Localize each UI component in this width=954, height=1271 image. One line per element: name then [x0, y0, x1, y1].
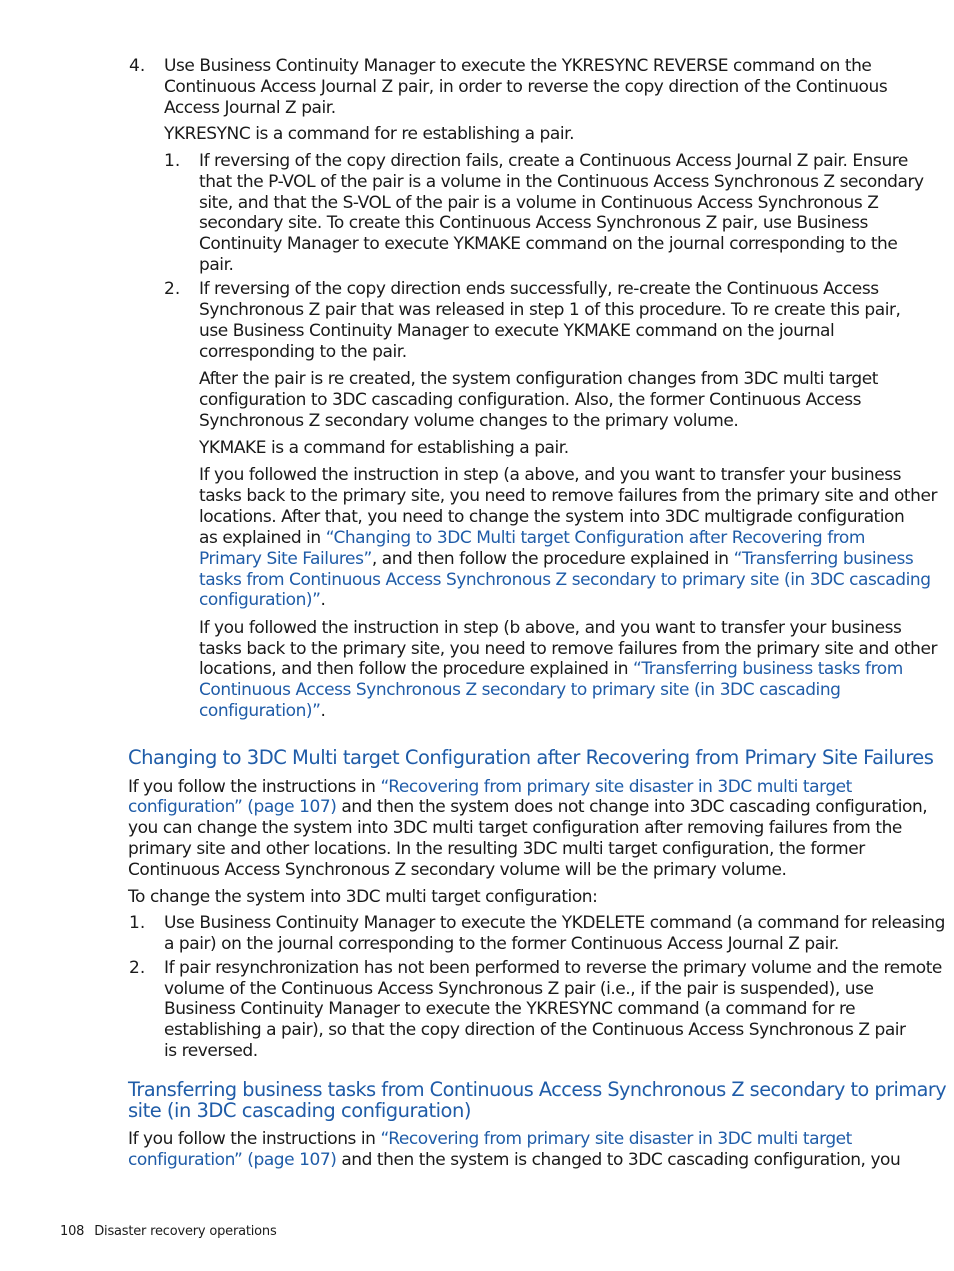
page-footer: [60, 1224, 277, 1240]
substep-1-line: Continuity Manager to execute YKMAKE command on the journal corresponding to the: [199, 234, 898, 254]
substep-2-para3-line: locations. After that, you need to change the system into 3DC multigrade configuration: [199, 507, 905, 527]
step-4-text-line: Use Business Continuity Manager to execute the YKRESYNC REVERSE command on the: [164, 56, 872, 76]
link-transferring-business-tasks[interactable]: tasks from Continuous Access Synchronous Z secondary to primary site (in 3DC cascading: [199, 570, 931, 590]
substep-2-line: use Business Continuity Manager to execute YKMAKE command on the journal: [199, 321, 835, 341]
substep-1-number: 1.: [164, 151, 181, 171]
substep-2-para3-line: [199, 528, 865, 549]
para3-text: , and then follow the procedure explained in: [371, 549, 734, 569]
section1-item-2-number: 2.: [129, 958, 146, 978]
section2-intro-line: [128, 1129, 852, 1150]
substep-1-line: that the P-VOL of the pair is a volume in the Continuous Access Synchronous Z secondary: [199, 172, 924, 192]
para3-text: .: [320, 590, 326, 610]
section1-intro-line: [128, 777, 852, 798]
section1-lead: To change the system into 3DC multi target configuration:: [128, 887, 598, 907]
section-heading-changing-to-3dc: Changing to 3DC Multi target Configuration after Recovering from Primary Site Failures: [128, 746, 934, 769]
section1-intro-line: [128, 797, 927, 818]
substep-2-para3-line: tasks back to the primary site, you need to remove failures from the primary site and other: [199, 486, 938, 506]
substep-1-line: If reversing of the copy direction fails, create a Continuous Access Journal Z pair. Ensure: [199, 151, 908, 171]
substep-1-line: pair.: [199, 255, 234, 275]
substep-2-ykmake-note: YKMAKE is a command for establishing a pair.: [199, 438, 569, 458]
link-changing-to-3dc-multi-target[interactable]: Primary Site Failures”: [199, 549, 372, 569]
link-recovering-from-primary-site[interactable]: configuration” (page 107): [128, 797, 337, 817]
substep-2-para3-line: If you followed the instruction in step (a above, and you want to transfer your business: [199, 465, 902, 485]
substep-2-line: If reversing of the copy direction ends successfully, re-create the Continuous Access: [199, 279, 879, 299]
section1-item-2-line: If pair resynchronization has not been performed to reverse the primary volume and the remote: [164, 958, 942, 978]
section-heading-transferring-business-tasks-cont: site (in 3DC cascading configuration): [128, 1099, 471, 1122]
link-recovering-from-primary-site[interactable]: “Recovering from primary site disaster in 3DC multi target: [380, 777, 852, 797]
substep-2-para4-line: [199, 701, 325, 722]
substep-2-para4-line: [199, 659, 903, 680]
link-transferring-business-tasks[interactable]: Continuous Access Synchronous Z secondary to primary site (in 3DC cascading: [199, 680, 841, 700]
substep-2-para3-line: [199, 590, 325, 611]
substep-1-line: secondary site. To create this Continuous Access Synchronous Z pair, use Business: [199, 213, 868, 233]
section1-item-2-line: volume of the Continuous Access Synchronous Z pair (i.e., if the pair is suspended), use: [164, 979, 874, 999]
substep-2-para4-line: If you followed the instruction in step (b above, and you want to transfer your business: [199, 618, 902, 638]
link-transferring-business-tasks[interactable]: configuration)”: [199, 590, 321, 610]
substep-2-para-line: configuration to 3DC cascading configuration. Also, the former Continuous Access: [199, 390, 862, 410]
section2-intro-text: and then the system is changed to 3DC cascading configuration, you: [336, 1150, 901, 1170]
footer-section-title: Disaster recovery operations: [94, 1224, 277, 1239]
step-4-note: YKRESYNC is a command for re establishing a pair.: [164, 124, 575, 144]
step-4-text-line: Access Journal Z pair.: [164, 98, 336, 118]
section1-intro-line: Continuous Access Synchronous Z secondary volume will be the primary volume.: [128, 860, 787, 880]
section2-intro-text: If you follow the instructions in: [128, 1129, 381, 1149]
section1-intro-text: If you follow the instructions in: [128, 777, 381, 797]
substep-2-para-line: After the pair is re created, the system configuration changes from 3DC multi target: [199, 369, 878, 389]
step-4-text-line: Continuous Access Journal Z pair, in order to reverse the copy direction of the Continuous: [164, 77, 888, 97]
substep-1-line: site, and that the S-VOL of the pair is a volume in Continuous Access Synchronous Z: [199, 193, 879, 213]
section1-item-1-number: 1.: [129, 913, 146, 933]
page-number: 108: [60, 1224, 85, 1239]
substep-2-number: 2.: [164, 279, 181, 299]
substep-2-para3-line: [199, 549, 913, 570]
link-recovering-from-primary-site[interactable]: configuration” (page 107): [128, 1150, 337, 1170]
section-heading-transferring-business-tasks: Transferring business tasks from Continuous Access Synchronous Z secondary to primary: [128, 1078, 947, 1101]
section1-intro-line: primary site and other locations. In the resulting 3DC multi target configuration, the former: [128, 839, 865, 859]
section1-item-2-line: Business Continuity Manager to execute the YKRESYNC command (a command for re: [164, 999, 856, 1019]
link-recovering-from-primary-site[interactable]: “Recovering from primary site disaster in 3DC multi target: [380, 1129, 852, 1149]
section1-item-2-line: is reversed.: [164, 1041, 258, 1061]
para3-text: as explained in: [199, 528, 326, 548]
substep-2-para4-line: tasks back to the primary site, you need to remove failures from the primary site and other: [199, 639, 938, 659]
section1-item-1-line: Use Business Continuity Manager to execute the YKDELETE command (a command for releasing: [164, 913, 945, 933]
section1-intro-line: you can change the system into 3DC multi target configuration after removing failures from the: [128, 818, 902, 838]
section1-intro-text: and then the system does not change into 3DC cascading configuration,: [336, 797, 928, 817]
section1-item-1-line: a pair) on the journal corresponding to the former Continuous Access Journal Z pair.: [164, 934, 839, 954]
step-4-number: 4.: [129, 56, 146, 76]
para4-text: .: [320, 701, 326, 721]
substep-2-para-line: Synchronous Z secondary volume changes to the primary volume.: [199, 411, 739, 431]
substep-2-line: Synchronous Z pair that was released in step 1 of this procedure. To re create this pair,: [199, 300, 901, 320]
section2-intro-line: [128, 1150, 900, 1171]
link-changing-to-3dc-multi-target[interactable]: “Changing to 3DC Multi target Configuration after Recovering from: [325, 528, 865, 548]
link-transferring-business-tasks[interactable]: configuration)”: [199, 701, 321, 721]
substep-2-line: corresponding to the pair.: [199, 342, 407, 362]
para4-text: locations, and then follow the procedure explained in: [199, 659, 633, 679]
section1-item-2-line: establishing a pair), so that the copy direction of the Continuous Access Synchronous Z pair: [164, 1020, 906, 1040]
link-transferring-business-tasks[interactable]: “Transferring business tasks from: [633, 659, 903, 679]
link-transferring-business-tasks[interactable]: “Transferring business: [733, 549, 914, 569]
